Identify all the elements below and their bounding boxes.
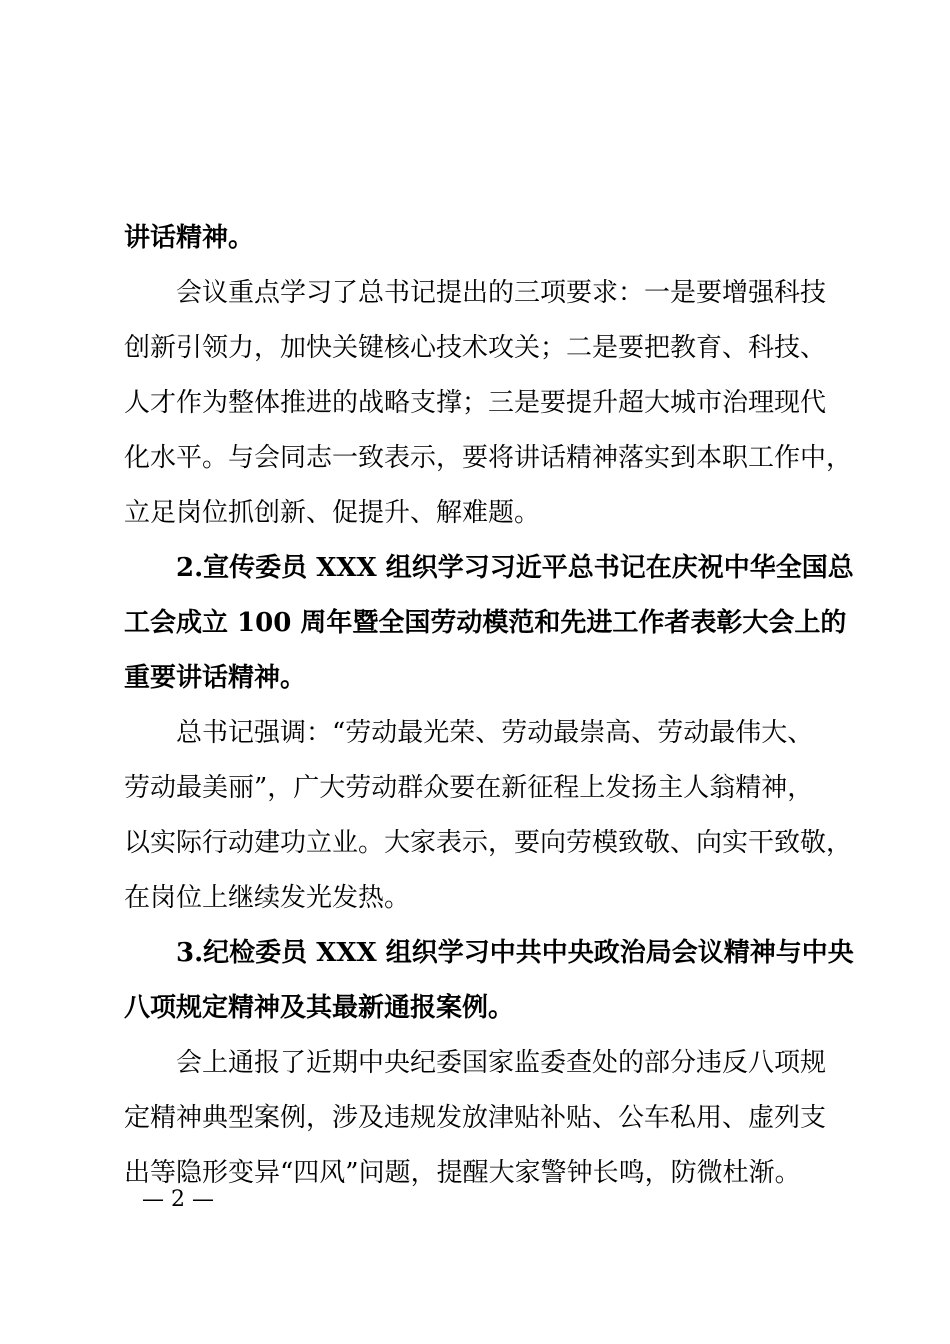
paragraph-line: 出等隐形变异“四风”问题，提醒大家警钟长鸣，防微杜渐。 bbox=[124, 1158, 801, 1188]
paragraph-line: 化水平。与会同志一致表示，要将讲话精神落实到本职工作中， bbox=[124, 443, 853, 473]
paragraph-line: 会上通报了近期中央纪委国家监委查处的部分违反八项规 bbox=[176, 1048, 827, 1078]
heading-continuation: 讲话精神。 bbox=[124, 223, 255, 253]
page-number: — 2 — bbox=[142, 1187, 214, 1212]
paragraph-line: 劳动最美丽”，广大劳动群众要在新征程上发扬主人翁精神， bbox=[124, 773, 814, 803]
paragraph-line: 创新引领力，加快关键核心技术攻关；二是要把教育、科技、 bbox=[124, 333, 827, 363]
section-heading-3-line: 八项规定精神及其最新通报案例。 bbox=[124, 993, 515, 1023]
paragraph-line: 定精神典型案例，涉及违规发放津贴补贴、公车私用、虚列支 bbox=[124, 1103, 827, 1133]
paragraph-line: 人才作为整体推进的战略支撑；三是要提升超大城市治理现代 bbox=[124, 388, 827, 418]
paragraph-line: 总书记强调：“劳动最光荣、劳动最崇高、劳动最伟大、 bbox=[176, 718, 814, 748]
paragraph-line: 在岗位上继续发光发热。 bbox=[124, 883, 411, 913]
section-heading-2-line: 重要讲话精神。 bbox=[124, 663, 307, 693]
paragraph-line: 以实际行动建功立业。大家表示，要向劳模致敬、向实干致敬， bbox=[124, 828, 853, 858]
section-heading-2-line: 工会成立 100 周年暨全国劳动模范和先进工作者表彰大会上的 bbox=[124, 608, 847, 638]
paragraph-line: 会议重点学习了总书记提出的三项要求：一是要增强科技 bbox=[176, 278, 827, 308]
paragraph-line: 立足岗位抓创新、促提升、解难题。 bbox=[124, 498, 541, 528]
section-heading-3: 3.纪检委员 XXX 组织学习中共中央政治局会议精神与中央 bbox=[176, 938, 854, 968]
section-heading-2: 2.宣传委员 XXX 组织学习习近平总书记在庆祝中华全国总 bbox=[176, 553, 854, 583]
